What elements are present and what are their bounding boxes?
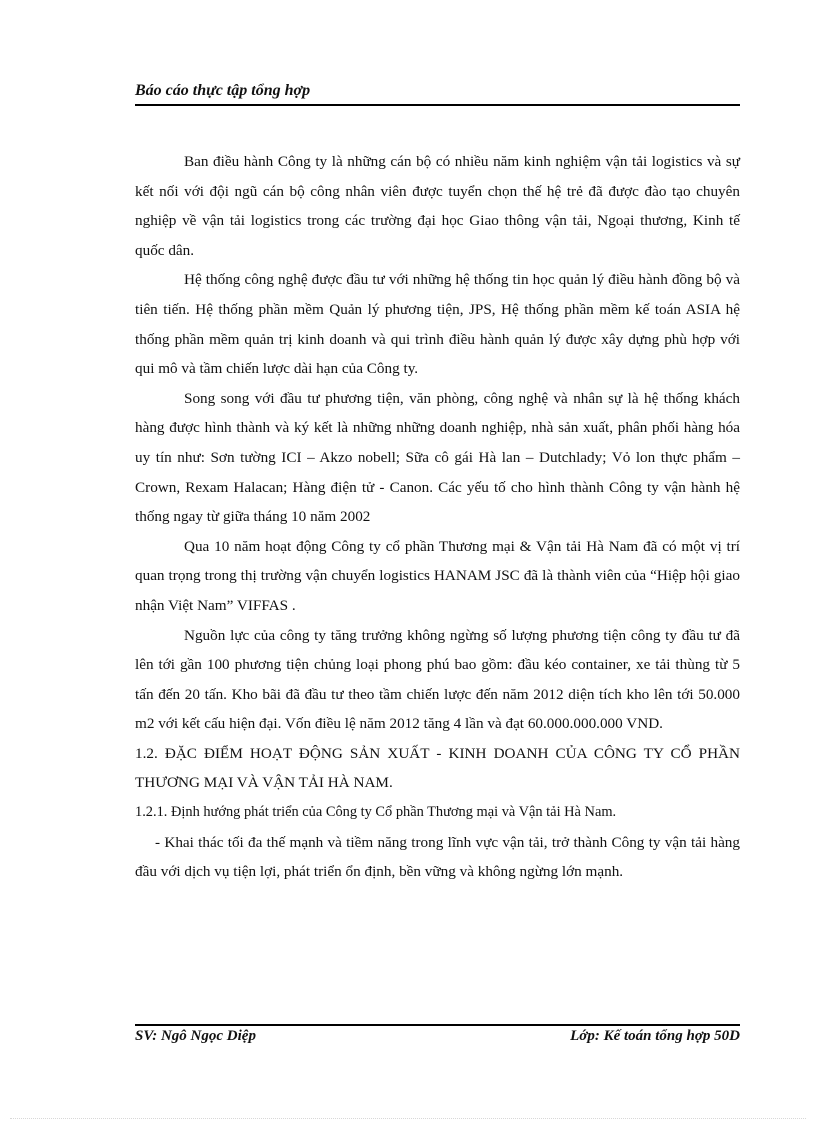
header-divider [135,104,740,106]
subsection-heading: 1.2.1. Định hướng phát triển của Công ty Cổ phần Thương mại và Vận tải Hà Nam. [135,804,617,821]
bullet-item: - Khai thác tối đa thế mạnh và tiềm năng trong lĩnh vực vận tải, trở thành Công ty vận tải hàng đầu với dịch vụ tiện lợi, phát triển ổn định, bền vững và không ngừng lớn mạnh. [135,833,740,881]
document-body [135,147,740,887]
footer-divider [135,1024,740,1026]
paragraph-customers: Song song với đầu tư phương tiện, văn phòng, công nghệ và nhân sự là hệ thống khách hàng được hình thành và ký kết là những những doanh nghiệp, nhà sản xuất, phân phối hàng hóa uy tín như: Sơn tường ICI – Akzo nobell; Sữa cô gái Hà lan – Dutchlady; Vỏ lon thực phẩm – Crown, Rexam Halacan; Hàng điện tử - Canon. Các yếu tố cho hình thành Công ty vận hành hệ thống ngay từ giữa tháng 10 năm 2002 [135,389,740,526]
paragraph-ten-years: Qua 10 năm hoạt động Công ty cổ phần Thương mại & Vận tải Hà Nam đã có một vị trí quan trọng trong thị trường vận chuyển logistics HANAM JSC đã là thành viên của “Hiệp hội giao nhận Việt Nam” VIFFAS . [135,537,740,614]
page-bottom-dotted-line [10,1118,806,1119]
paragraph-technology: Hệ thống công nghệ được đầu tư với những hệ thống tin học quản lý điều hành đồng bộ và tiên tiến. Hệ thống phần mềm Quản lý phương tiện, JPS, Hệ thống phần mềm kế toán ASIA hệ thống phần mềm quản trị kinh doanh và qui trình điều hành quản lý được xây dựng phù hợp với qui mô và tầm chiến lược dài hạn của Công ty. [135,271,740,378]
paragraph-resources: Nguồn lực của công ty tăng trưởng không ngừng số lượng phương tiện công ty đầu tư đã lên tới gần 100 phương tiện chủng loại phong phú bao gồm: đầu kéo container, xe tải thùng từ 5 tấn đến 20 tấn. Kho bãi đã đầu tư theo tầm chiến lược đến năm 2012 diện tích kho lên tới 50.000 m2 với kết cấu hiện đại. Vốn điều lệ năm 2012 tăng 4 lần và đạt 60.000.000.000 VND. [135,626,740,733]
footer-student: SV: Ngô Ngọc Diệp [135,1028,256,1044]
paragraph-management: Ban điều hành Công ty là những cán bộ có nhiều năm kinh nghiệm vận tải logistics và sự kết nối với đội ngũ cán bộ công nhân viên được tuyển chọn thế hệ trẻ đã được đào tạo chuyên nghiệp về vận tải logistics trong các trường đại học Giao thông vận tải, Ngoại thương, Kinh tế quốc dân. [135,153,740,259]
section-heading: 1.2. ĐẶC ĐIỂM HOẠT ĐỘNG SẢN XUẤT - KINH DOANH CỦA CÔNG TY CỔ PHẦN THƯƠNG MẠI VÀ VẬN TẢI HÀ NAM. [135,744,740,792]
report-header-title: Báo cáo thực tập tổng hợp [135,82,311,99]
footer-class: Lớp: Kế toán tổng hợp 50D [570,1028,740,1044]
